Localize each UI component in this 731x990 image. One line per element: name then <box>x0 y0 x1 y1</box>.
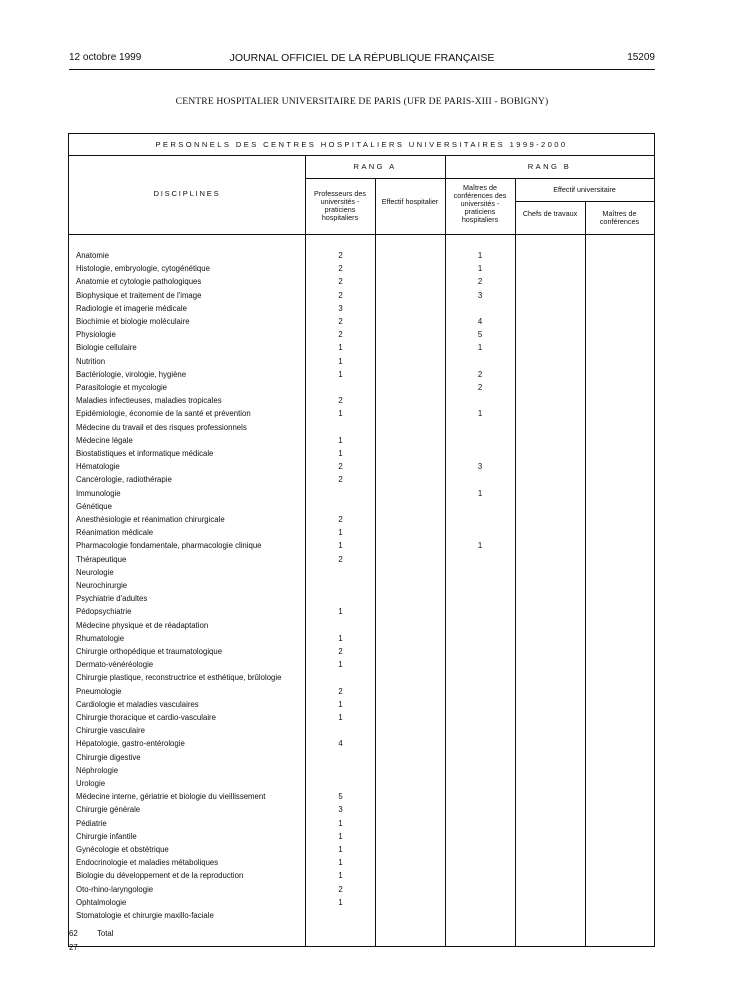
discipline-name: Pneumologie <box>76 686 122 696</box>
professeurs-value: 2 <box>338 317 343 326</box>
leader-dots <box>76 258 305 259</box>
professeurs-value: 1 <box>338 713 343 722</box>
maitres-conf-value: 1 <box>477 251 483 260</box>
document-title: CENTRE HOSPITALIER UNIVERSITAIRE DE PARIS (UFR DE PARIS-XIII - BOBIGNY) <box>175 96 549 107</box>
table-row <box>69 539 654 552</box>
maitres-conf-value: 2 <box>477 369 483 379</box>
rule-under-header <box>69 234 654 235</box>
table-row <box>69 737 654 750</box>
discipline-name: Biochimie et biologie moléculaire <box>76 317 190 326</box>
professeurs-value: 1 <box>338 831 343 841</box>
discipline-name: Médecine du travail et des risques professionnels <box>76 422 247 432</box>
discipline-cell <box>76 513 305 526</box>
professeurs-value: 2 <box>338 251 343 260</box>
discipline-name: Psychiatrie d'adultes <box>76 594 148 604</box>
table-row <box>69 513 654 526</box>
professeurs-value: 1 <box>338 699 343 709</box>
table-row <box>69 394 654 407</box>
professeurs-value: 1 <box>338 449 343 458</box>
professeurs-value: 1 <box>338 660 343 670</box>
discipline-name: Anesthésiologie et réanimation chirurgicale <box>76 515 225 524</box>
discipline-name: Urologie <box>76 779 106 788</box>
discipline-cell <box>76 869 305 882</box>
table-row <box>69 315 654 328</box>
table-row <box>69 671 654 684</box>
header-journal-title: JOURNAL OFFICIEL DE LA RÉPUBLIQUE FRANÇAISE <box>229 52 495 64</box>
table-row <box>69 341 654 354</box>
discipline-cell <box>76 249 305 262</box>
discipline-cell <box>76 764 305 777</box>
discipline-cell <box>76 843 305 856</box>
table-row <box>69 473 654 486</box>
discipline-name: Anatomie et cytologie pathologiques <box>76 277 202 287</box>
total-row <box>69 927 654 952</box>
discipline-name: Chirurgie infantile <box>76 831 137 841</box>
leader-dots <box>76 364 305 365</box>
maitres-conf-value: 5 <box>477 330 483 340</box>
discipline-name: Immunologie <box>76 488 121 498</box>
discipline-cell <box>76 421 305 434</box>
table-row <box>69 619 654 632</box>
running-header <box>69 51 655 65</box>
table-row <box>69 909 654 922</box>
discipline-cell <box>76 592 305 605</box>
discipline-cell <box>76 803 305 816</box>
total-maitres-conf: 27 <box>69 943 78 952</box>
discipline-name: Biologie cellulaire <box>76 343 137 353</box>
discipline-cell <box>76 790 305 803</box>
total-label-cell <box>97 927 305 941</box>
table-row <box>69 856 654 869</box>
discipline-cell <box>76 539 305 552</box>
table-row <box>69 764 654 777</box>
discipline-cell <box>76 487 305 500</box>
professeurs-value: 4 <box>338 739 343 749</box>
professeurs-value: 1 <box>338 897 343 907</box>
professeurs-value: 1 <box>338 871 343 881</box>
professeurs-value: 2 <box>338 264 343 274</box>
table-row <box>69 869 654 882</box>
table-row <box>69 605 654 618</box>
discipline-name: Neurochirurgie <box>76 581 128 590</box>
table-row <box>69 302 654 315</box>
maitres-conf-value: 3 <box>477 290 483 300</box>
table-row <box>69 790 654 803</box>
discipline-cell <box>76 553 305 566</box>
professeurs-value: 1 <box>338 528 343 538</box>
professeurs-value: 1 <box>338 607 343 617</box>
discipline-cell <box>76 500 305 513</box>
table-row <box>69 381 654 394</box>
discipline-cell <box>76 302 305 315</box>
discipline-cell <box>76 751 305 764</box>
header-date: 12 octobre 1999 <box>69 52 142 63</box>
header-page-number: 15209 <box>627 52 655 63</box>
discipline-cell <box>76 711 305 724</box>
total-label: Total <box>97 929 114 938</box>
discipline-cell <box>76 275 305 288</box>
discipline-name: Biologie du développement et de la reproduction <box>76 871 244 881</box>
table-row <box>69 460 654 473</box>
rule-under-title <box>69 155 654 156</box>
discipline-name: Physiologie <box>76 330 116 340</box>
table-row <box>69 249 654 262</box>
professeurs-value: 2 <box>338 396 343 406</box>
discipline-name: Génétique <box>76 501 112 511</box>
col-maitres-conf-pu-ph-header: Maîtres de conférences des universités - praticiens hospitaliers <box>453 183 507 224</box>
discipline-name: Neurologie <box>76 567 114 577</box>
professeurs-value: 1 <box>338 818 343 828</box>
rank-a-header: RANG A <box>353 162 397 171</box>
professeurs-value: 2 <box>338 515 343 524</box>
discipline-name: Cardiologie et maladies vasculaires <box>76 699 199 709</box>
discipline-cell <box>76 724 305 737</box>
professeurs-value: 2 <box>338 330 343 340</box>
professeurs-value: 1 <box>338 343 343 353</box>
discipline-name: Pédiatrie <box>76 818 107 828</box>
leader-dots <box>76 786 305 787</box>
professeurs-value: 5 <box>338 792 343 802</box>
professeurs-value: 1 <box>338 858 343 868</box>
total-professeurs: 62 <box>69 929 78 938</box>
discipline-name: Chirurgie plastique, reconstructrice et esthétique, brûlologie <box>76 673 282 683</box>
disciplines-header: DISCIPLINES <box>153 189 221 198</box>
col-effectif-universitaire-header: Effectif universitaire <box>553 185 616 194</box>
discipline-cell <box>76 289 305 302</box>
discipline-cell <box>76 381 305 394</box>
table-row <box>69 289 654 302</box>
table-row <box>69 645 654 658</box>
discipline-name: Anatomie <box>76 251 109 260</box>
discipline-name: Epidémiologie, économie de la santé et prévention <box>76 409 251 419</box>
discipline-cell <box>76 460 305 473</box>
discipline-cell <box>76 632 305 645</box>
discipline-name: Chirurgie digestive <box>76 752 141 762</box>
discipline-name: Nutrition <box>76 356 106 366</box>
discipline-name: Chirurgie orthopédique et traumatologique <box>76 647 223 656</box>
discipline-cell <box>76 909 305 922</box>
professeurs-value: 3 <box>338 303 343 313</box>
discipline-cell <box>76 883 305 896</box>
discipline-cell <box>76 896 305 909</box>
rank-b-header: RANG B <box>527 162 572 171</box>
table-row <box>69 447 654 460</box>
professeurs-value: 3 <box>338 805 343 815</box>
table-row <box>69 883 654 896</box>
professeurs-value: 1 <box>338 845 343 854</box>
staff-table <box>68 133 655 952</box>
table-row <box>69 724 654 737</box>
maitres-conf-value: 2 <box>477 383 483 392</box>
rule-under-ranks <box>305 178 654 179</box>
col-professeurs-header: Professeurs des universités - praticiens hospitaliers <box>314 189 366 222</box>
table-row <box>69 487 654 500</box>
professeurs-value: 2 <box>338 884 343 894</box>
maitres-conf-value: 4 <box>477 317 483 326</box>
table-row <box>69 698 654 711</box>
discipline-name: Biophysique et traitement de l'image <box>76 290 202 300</box>
discipline-name: Hépatologie, gastro-entérologie <box>76 739 185 749</box>
discipline-cell <box>76 434 305 447</box>
professeurs-value: 2 <box>338 686 343 696</box>
discipline-name: Oto-rhino-laryngologie <box>76 884 154 894</box>
discipline-cell <box>76 368 305 381</box>
discipline-name: Thérapeutique <box>76 554 127 564</box>
leader-dots <box>97 937 305 938</box>
table-row <box>69 751 654 764</box>
discipline-name: Bactériologie, virologie, hygiène <box>76 369 187 379</box>
discipline-name: Néphrologie <box>76 765 119 775</box>
discipline-cell <box>76 671 305 684</box>
maitres-conf-value: 1 <box>477 343 483 353</box>
discipline-name: Parasitologie et mycologie <box>76 383 168 392</box>
maitres-conf-value: 1 <box>477 409 483 419</box>
discipline-cell <box>76 315 305 328</box>
discipline-cell <box>76 658 305 671</box>
discipline-name: Radiologie et imagerie médicale <box>76 303 187 313</box>
table-row <box>69 421 654 434</box>
discipline-name: Pédopsychiatrie <box>76 607 132 617</box>
discipline-cell <box>76 698 305 711</box>
maitres-conf-value: 1 <box>477 264 483 274</box>
table-row <box>69 579 654 592</box>
discipline-name: Gynécologie et obstétrique <box>76 845 169 854</box>
professeurs-value: 2 <box>338 462 343 472</box>
table-row <box>69 830 654 843</box>
professeurs-value: 1 <box>338 356 343 366</box>
maitres-conf-value: 3 <box>477 462 483 472</box>
table-row <box>69 526 654 539</box>
professeurs-value: 2 <box>338 554 343 564</box>
table-row <box>69 592 654 605</box>
discipline-cell <box>76 685 305 698</box>
table-row <box>69 500 654 513</box>
discipline-name: Pharmacologie fondamentale, pharmacologie clinique <box>76 541 262 551</box>
table-row <box>69 368 654 381</box>
discipline-name: Dermato-vénéréologie <box>76 660 154 670</box>
table-row <box>69 711 654 724</box>
table-row <box>69 328 654 341</box>
table-row <box>69 777 654 790</box>
discipline-cell <box>76 856 305 869</box>
discipline-cell <box>76 262 305 275</box>
table-title: PERSONNELS DES CENTRES HOSPITALIERS UNIVERSITAIRES 1999-2000 <box>155 140 568 149</box>
discipline-cell <box>76 526 305 539</box>
discipline-name: Chirurgie générale <box>76 805 141 815</box>
discipline-cell <box>76 645 305 658</box>
header-rule <box>69 69 655 70</box>
professeurs-value: 2 <box>338 647 343 656</box>
discipline-cell <box>76 355 305 368</box>
discipline-cell <box>76 394 305 407</box>
table-row <box>69 262 654 275</box>
discipline-cell <box>76 473 305 486</box>
discipline-name: Maladies infectieuses, maladies tropicales <box>76 396 222 406</box>
professeurs-value: 2 <box>338 475 343 485</box>
col-chefs-travaux-header: Chefs de travaux <box>522 209 578 218</box>
discipline-name: Endocrinologie et maladies métaboliques <box>76 858 219 868</box>
discipline-cell <box>76 605 305 618</box>
professeurs-value: 1 <box>338 435 343 445</box>
col-effectif-hospitalier-header: Effectif hospitalier <box>381 197 439 206</box>
professeurs-value: 1 <box>338 541 343 551</box>
maitres-conf-value: 1 <box>477 488 483 498</box>
table-row <box>69 407 654 420</box>
table-row <box>69 632 654 645</box>
table-row <box>69 685 654 698</box>
discipline-name: Chirurgie thoracique et cardio-vasculaire <box>76 713 216 722</box>
discipline-cell <box>76 341 305 354</box>
table-row <box>69 896 654 909</box>
discipline-cell <box>76 407 305 420</box>
discipline-cell <box>76 830 305 843</box>
discipline-cell <box>76 619 305 632</box>
col-maitres-conferences-header: Maîtres de conférences <box>599 209 640 226</box>
discipline-cell <box>76 817 305 830</box>
table-row <box>69 355 654 368</box>
table-row <box>69 803 654 816</box>
discipline-name: Biostatistiques et informatique médicale <box>76 449 214 458</box>
professeurs-value: 1 <box>338 409 343 419</box>
discipline-name: Médecine légale <box>76 435 133 445</box>
leader-dots <box>76 826 305 827</box>
discipline-name: Cancérologie, radiothérapie <box>76 475 172 485</box>
maitres-conf-value: 1 <box>477 541 483 551</box>
professeurs-value: 2 <box>338 290 343 300</box>
discipline-cell <box>76 447 305 460</box>
table-row <box>69 553 654 566</box>
professeurs-value: 1 <box>338 633 343 643</box>
discipline-name: Rhumatologie <box>76 633 125 643</box>
discipline-cell <box>76 777 305 790</box>
discipline-name: Ophtalmologie <box>76 897 127 907</box>
discipline-name: Stomatologie et chirurgie maxillo-faciale <box>76 911 214 920</box>
table-row <box>69 275 654 288</box>
table-row <box>69 843 654 856</box>
table-row <box>69 658 654 671</box>
table-row <box>69 434 654 447</box>
discipline-name: Réanimation médicale <box>76 528 154 538</box>
discipline-name: Chirurgie vasculaire <box>76 726 145 736</box>
discipline-name: Hématologie <box>76 462 120 472</box>
discipline-name: Médecine physique et de réadaptation <box>76 620 209 630</box>
discipline-name: Médecine interne, gériatrie et biologie du vieillissement <box>76 792 266 802</box>
table-row <box>69 566 654 579</box>
discipline-cell <box>76 566 305 579</box>
table-row <box>69 817 654 830</box>
discipline-name: Histologie, embryologie, cytogénétique <box>76 264 210 274</box>
professeurs-value: 2 <box>338 277 343 287</box>
professeurs-value: 1 <box>338 369 343 379</box>
discipline-cell <box>76 579 305 592</box>
maitres-conf-value: 2 <box>477 277 483 287</box>
discipline-cell <box>76 737 305 750</box>
discipline-cell <box>76 328 305 341</box>
